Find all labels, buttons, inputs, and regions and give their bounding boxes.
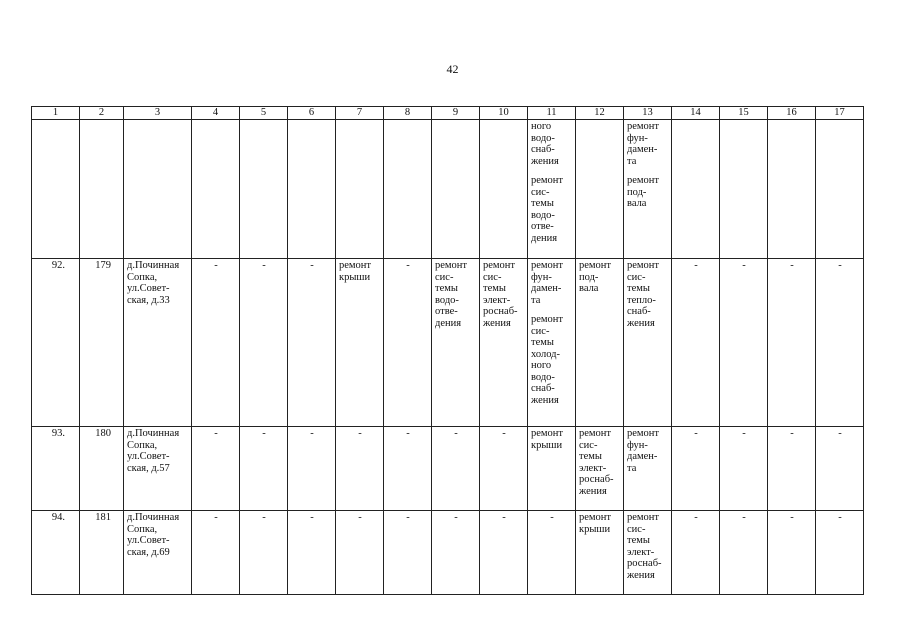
table-cell <box>240 259 288 427</box>
cell-text-block <box>195 260 237 272</box>
column-number-row <box>32 107 864 120</box>
cell-text-line: 179 <box>95 260 111 271</box>
column-number-cell: 2 <box>80 107 124 120</box>
cell-text-line: ремонт <box>339 260 372 271</box>
cell-text-line: водо- <box>531 132 555 144</box>
cell-text-line: - <box>214 512 218 523</box>
cell-text-line: 94. <box>51 512 65 523</box>
cell-text-line: крыши <box>579 523 611 535</box>
table-cell <box>768 259 816 427</box>
cell-text-line: ская, д.57 <box>127 462 170 474</box>
cell-text-block <box>579 512 621 535</box>
cell-text-line: д.Починная <box>127 428 180 439</box>
cell-text-block <box>387 512 429 524</box>
cell-text-line: отве- <box>531 221 554 232</box>
cell-text-line: - <box>262 428 266 439</box>
table-cell <box>672 120 720 259</box>
cell-text-block <box>483 260 525 329</box>
table-cell <box>384 427 432 511</box>
cell-text-block <box>483 428 525 440</box>
cell-text-line: дамен- <box>531 283 562 294</box>
cell-text-line: жения <box>531 394 559 406</box>
cell-text-line: ремонт <box>435 260 468 271</box>
table-cell <box>240 427 288 511</box>
cell-text-block <box>819 260 861 272</box>
cell-text-line: жения <box>627 569 655 581</box>
cell-text-block <box>771 512 813 524</box>
table-cell <box>124 259 192 427</box>
cell-text-block <box>675 512 717 524</box>
cell-text-line: фун- <box>627 132 648 144</box>
cell-text-block <box>531 175 573 244</box>
cell-text-block <box>35 428 65 440</box>
cell-text-line: дамен- <box>627 451 658 462</box>
cell-text-line: ного <box>531 360 552 371</box>
cell-text-line: элект- <box>627 546 655 558</box>
table-cell <box>384 511 432 595</box>
table-cell <box>528 427 576 511</box>
cell-text-line: ремонт <box>627 428 660 439</box>
table-cell <box>816 427 864 511</box>
cell-text-line: Сопка, <box>127 271 158 283</box>
cell-text-block <box>291 260 333 272</box>
cell-text-line: - <box>790 260 794 271</box>
table-cell <box>816 259 864 427</box>
cell-text-line: дамен- <box>627 144 658 155</box>
cell-text-line: - <box>838 260 842 271</box>
cell-text-block <box>435 260 477 329</box>
cell-text-line: фун- <box>531 271 552 283</box>
cell-text-line: роснаб- <box>483 306 518 317</box>
table-cell <box>480 511 528 595</box>
cell-text-line: Сопка, <box>127 523 158 535</box>
table-cell <box>480 120 528 259</box>
cell-text-line: - <box>454 428 458 439</box>
cell-text-line: вала <box>627 198 647 209</box>
cell-text-line: - <box>310 512 314 523</box>
cell-text-block <box>819 512 861 524</box>
table-cell <box>124 427 192 511</box>
cell-text-line: роснаб- <box>627 558 662 569</box>
cell-text-block <box>291 428 333 440</box>
cell-text-line: темы <box>627 535 650 546</box>
table-cell <box>80 511 124 595</box>
cell-text-line: темы <box>531 337 554 348</box>
cell-text-line: та <box>627 462 637 474</box>
cell-text-line: снаб- <box>531 383 555 394</box>
cell-text-block <box>723 512 765 524</box>
table-cell <box>192 259 240 427</box>
cell-text-line: д.Починная <box>127 512 180 523</box>
cell-text-line: - <box>790 512 794 523</box>
cell-text-block <box>627 260 669 329</box>
cell-text-block <box>35 260 65 272</box>
cell-text-line: - <box>502 428 506 439</box>
table-cell <box>528 259 576 427</box>
table-cell <box>624 427 672 511</box>
table-cell <box>432 427 480 511</box>
cell-text-line: - <box>838 512 842 523</box>
cell-text-line: жения <box>483 317 511 329</box>
cell-text-block <box>83 260 111 272</box>
column-number-cell: 15 <box>720 107 768 120</box>
cell-text-line: водо- <box>435 294 459 306</box>
cell-text-line: темы <box>531 198 554 209</box>
cell-text-line: ул.Совет- <box>127 451 170 462</box>
column-number-cell: 11 <box>528 107 576 120</box>
column-number-cell: 13 <box>624 107 672 120</box>
table-cell <box>192 511 240 595</box>
cell-text-block <box>127 260 189 306</box>
table-cell <box>288 427 336 511</box>
table-cell <box>336 259 384 427</box>
table-cell <box>336 511 384 595</box>
cell-text-block <box>243 512 285 524</box>
table-cell <box>288 120 336 259</box>
cell-text-line: ская, д.33 <box>127 294 170 306</box>
cell-text-line: крыши <box>339 271 371 283</box>
table-cell <box>192 120 240 259</box>
table-cell <box>32 120 80 259</box>
table-row <box>32 511 864 595</box>
cell-text-line: д.Починная <box>127 260 180 271</box>
cell-text-line: сис- <box>579 439 598 451</box>
column-number-cell: 17 <box>816 107 864 120</box>
cell-text-block <box>627 512 669 581</box>
column-number-cell: 9 <box>432 107 480 120</box>
table-cell <box>384 259 432 427</box>
table-cell <box>576 259 624 427</box>
cell-text-line: роснаб- <box>579 474 614 485</box>
cell-text-block <box>339 428 381 440</box>
cell-text-line: - <box>694 512 698 523</box>
cell-text-block <box>771 260 813 272</box>
cell-text-line: ремонт <box>627 512 660 523</box>
cell-text-block <box>83 428 111 440</box>
cell-text-line: сис- <box>627 271 646 283</box>
table-cell <box>816 120 864 259</box>
cell-text-line: темы <box>435 283 458 294</box>
table-row <box>32 427 864 511</box>
cell-text-line: 92. <box>51 260 65 271</box>
table-body <box>32 107 864 595</box>
cell-text-line: - <box>742 512 746 523</box>
cell-text-line: Сопка, <box>127 439 158 451</box>
cell-text-block <box>339 260 381 283</box>
cell-text-line: ремонт <box>531 314 564 325</box>
table-cell <box>288 511 336 595</box>
cell-text-line: - <box>742 260 746 271</box>
table-cell <box>432 120 480 259</box>
cell-text-block <box>531 512 573 524</box>
cell-text-block <box>127 512 189 558</box>
table-cell <box>32 259 80 427</box>
table-cell <box>80 259 124 427</box>
cell-text-line: жения <box>579 485 607 497</box>
cell-text-block <box>83 512 111 524</box>
table-cell <box>672 511 720 595</box>
table-cell <box>624 259 672 427</box>
table-cell <box>480 259 528 427</box>
table-cell <box>124 120 192 259</box>
column-number-cell: 4 <box>192 107 240 120</box>
cell-text-line: жения <box>531 155 559 167</box>
cell-text-line: та <box>531 294 541 306</box>
table-cell <box>624 120 672 259</box>
cell-text-block <box>195 512 237 524</box>
cell-text-line: 180 <box>95 428 111 439</box>
cell-text-line: ремонт <box>627 175 660 186</box>
cell-text-line: 181 <box>95 512 111 523</box>
cell-text-line: - <box>406 428 410 439</box>
cell-text-block <box>387 260 429 272</box>
table-cell <box>80 120 124 259</box>
cell-text-line: снаб- <box>531 144 555 155</box>
cell-text-line: ремонт <box>579 428 612 439</box>
cell-text-block <box>675 428 717 440</box>
table-cell <box>672 427 720 511</box>
table-cell <box>528 120 576 259</box>
cell-text-block <box>127 428 189 474</box>
table-cell <box>384 120 432 259</box>
cell-text-block <box>627 428 669 474</box>
cell-text-line: - <box>790 428 794 439</box>
column-number-cell: 14 <box>672 107 720 120</box>
cell-text-line: тепло- <box>627 294 656 306</box>
cell-text-line: сис- <box>531 325 550 337</box>
cell-text-line: темы <box>579 451 602 462</box>
column-number-cell: 8 <box>384 107 432 120</box>
table-cell <box>480 427 528 511</box>
cell-text-line: отве- <box>435 306 458 317</box>
cell-text-block <box>531 314 573 406</box>
column-number-cell: 10 <box>480 107 528 120</box>
column-number-cell: 3 <box>124 107 192 120</box>
table-cell <box>768 427 816 511</box>
cell-text-line: водо- <box>531 209 555 221</box>
cell-text-line: водо- <box>531 371 555 383</box>
cell-text-line: ремонт <box>579 260 612 271</box>
cell-text-line: под- <box>627 186 647 198</box>
column-number-cell: 7 <box>336 107 384 120</box>
cell-text-block <box>675 260 717 272</box>
cell-text-block <box>531 428 573 451</box>
cell-text-line: сис- <box>483 271 502 283</box>
cell-text-block <box>771 428 813 440</box>
cell-text-line: - <box>214 428 218 439</box>
cell-text-block <box>435 512 477 524</box>
cell-text-block <box>291 512 333 524</box>
cell-text-line: снаб- <box>627 306 651 317</box>
cell-text-line: ремонт <box>531 175 564 186</box>
table-cell <box>432 511 480 595</box>
table-cell <box>576 511 624 595</box>
page-number: 42 <box>446 62 459 76</box>
cell-text-line: сис- <box>531 186 550 198</box>
cell-text-line: ул.Совет- <box>127 283 170 294</box>
table-cell <box>124 511 192 595</box>
table-cell <box>768 120 816 259</box>
cell-text-block <box>531 260 573 306</box>
cell-text-block <box>579 260 621 295</box>
cell-text-line: - <box>550 512 554 523</box>
cell-text-line: фун- <box>627 439 648 451</box>
table-cell <box>720 259 768 427</box>
cell-text-line: - <box>694 428 698 439</box>
table-cell <box>768 511 816 595</box>
table-row <box>32 259 864 427</box>
table-cell <box>720 511 768 595</box>
cell-text-line: - <box>502 512 506 523</box>
table-cell <box>576 120 624 259</box>
cell-text-block <box>627 175 669 210</box>
column-number-cell: 16 <box>768 107 816 120</box>
table-cell <box>336 427 384 511</box>
table-cell <box>624 511 672 595</box>
column-number-cell: 5 <box>240 107 288 120</box>
cell-text-block <box>435 428 477 440</box>
cell-text-line: - <box>262 512 266 523</box>
cell-text-line: дения <box>531 232 558 244</box>
cell-text-line: 93. <box>51 428 65 439</box>
column-number-cell: 1 <box>32 107 80 120</box>
table-cell <box>720 427 768 511</box>
table-cell <box>80 427 124 511</box>
cell-text-block <box>195 428 237 440</box>
cell-text-line: ремонт <box>531 260 564 271</box>
cell-text-line: сис- <box>435 271 454 283</box>
cell-text-line: крыши <box>531 439 563 451</box>
cell-text-block <box>531 121 573 167</box>
table-cell <box>432 259 480 427</box>
cell-text-line: - <box>262 260 266 271</box>
repair-schedule-table <box>31 106 864 595</box>
cell-text-line: холод- <box>531 348 560 360</box>
column-number-cell: 12 <box>576 107 624 120</box>
cell-text-block <box>819 428 861 440</box>
cell-text-block <box>723 260 765 272</box>
cell-text-line: ремонт <box>531 428 564 439</box>
cell-text-line: ская, д.69 <box>127 546 170 558</box>
cell-text-line: сис- <box>627 523 646 535</box>
cell-text-line: та <box>627 155 637 167</box>
table-cell <box>720 120 768 259</box>
cell-text-block <box>483 512 525 524</box>
cell-text-block <box>339 512 381 524</box>
table-cell <box>816 511 864 595</box>
cell-text-block <box>35 512 65 524</box>
table-cell <box>240 120 288 259</box>
cell-text-line: элект- <box>579 462 607 474</box>
column-number-cell: 6 <box>288 107 336 120</box>
table-cell <box>528 511 576 595</box>
cell-text-line: дения <box>435 317 462 329</box>
cell-text-block <box>387 428 429 440</box>
cell-text-line: ремонт <box>627 260 660 271</box>
cell-text-line: жения <box>627 317 655 329</box>
table-cell <box>192 427 240 511</box>
cell-text-line: - <box>838 428 842 439</box>
table-cell <box>336 120 384 259</box>
cell-text-line: - <box>742 428 746 439</box>
cell-text-line: элект- <box>483 294 511 306</box>
table-cell <box>240 511 288 595</box>
cell-text-block <box>579 428 621 497</box>
cell-text-line: - <box>214 260 218 271</box>
cell-text-line: - <box>358 512 362 523</box>
cell-text-line: ремонт <box>483 260 516 271</box>
cell-text-line: - <box>406 260 410 271</box>
table-row <box>32 120 864 259</box>
cell-text-line: - <box>358 428 362 439</box>
cell-text-line: - <box>454 512 458 523</box>
cell-text-line: под- <box>579 271 599 283</box>
table-cell <box>672 259 720 427</box>
cell-text-line: ремонт <box>579 512 612 523</box>
cell-text-line: темы <box>627 283 650 294</box>
cell-text-line: ул.Совет- <box>127 535 170 546</box>
cell-text-line: - <box>310 428 314 439</box>
cell-text-line: темы <box>483 283 506 294</box>
cell-text-line: - <box>310 260 314 271</box>
table-cell <box>288 259 336 427</box>
cell-text-line: ремонт <box>627 121 660 132</box>
table-cell <box>576 427 624 511</box>
cell-text-block <box>627 121 669 167</box>
cell-text-line: - <box>406 512 410 523</box>
cell-text-block <box>243 260 285 272</box>
table-cell <box>32 427 80 511</box>
cell-text-line: - <box>694 260 698 271</box>
table-cell <box>32 511 80 595</box>
cell-text-block <box>723 428 765 440</box>
cell-text-block <box>243 428 285 440</box>
cell-text-line: вала <box>579 283 599 294</box>
cell-text-line: ного <box>531 121 552 132</box>
